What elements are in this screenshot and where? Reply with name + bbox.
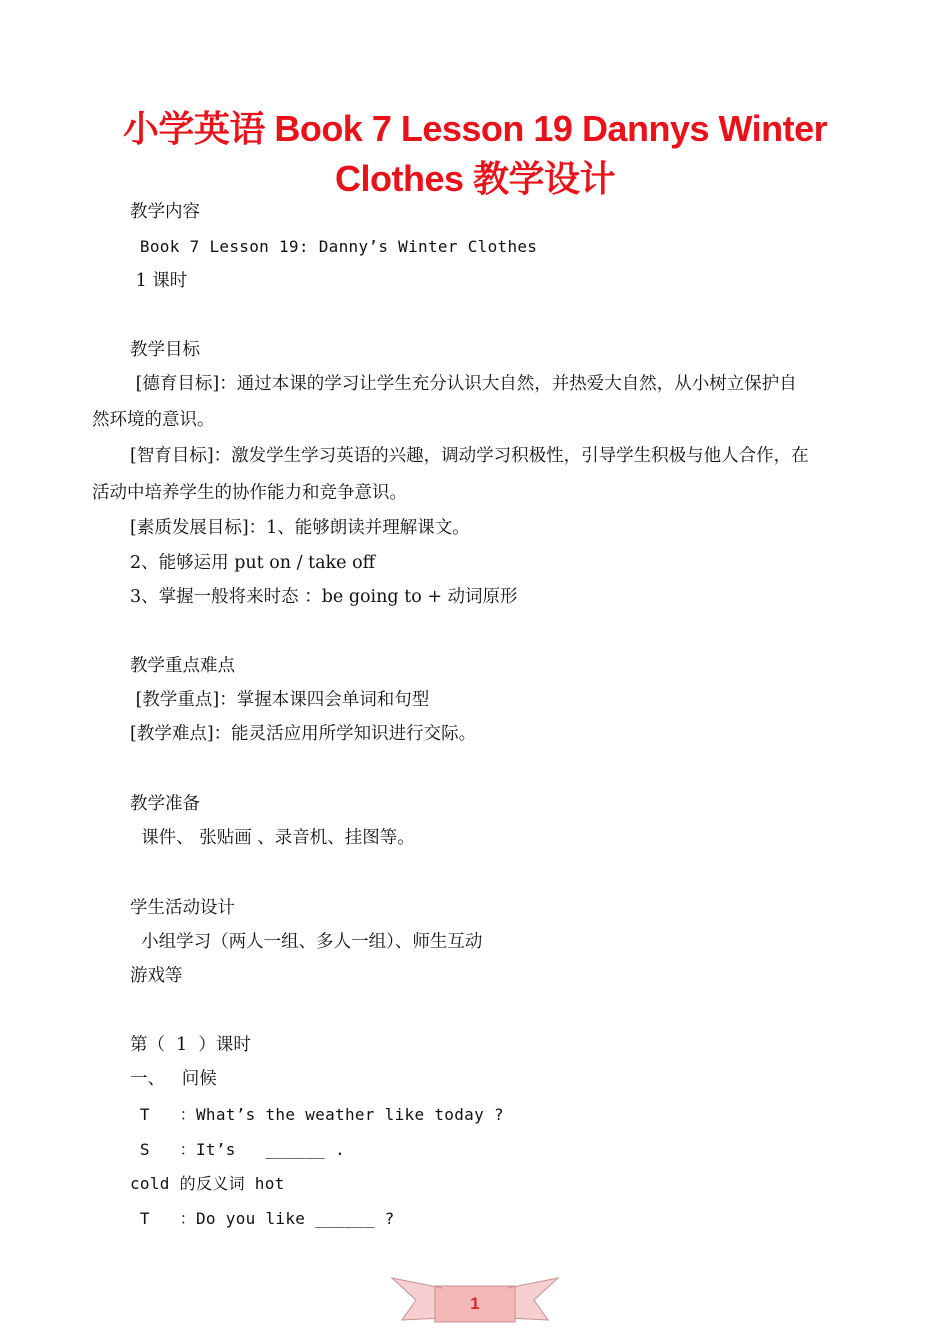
title-line-1: 小学英语 Book 7 Lesson 19 Dannys Winter: [122, 108, 828, 149]
moral-objective-cont: 然环境的意识。: [92, 410, 215, 430]
key-point: [教学重点]：掌握本课四会单词和句型: [130, 690, 430, 710]
objective-item-3: 3、掌握一般将来时态 ：be going to + 动词原形: [130, 587, 518, 607]
heading-content: 教学内容: [130, 202, 200, 222]
heading-preparation: 教学准备: [130, 794, 200, 814]
moral-objective: [德育目标]：通过本课的学习让学生充分认识大自然，并热爱大自然，从小树立保护自: [130, 374, 797, 394]
preparation-items: 课件、 张贴画 、录音机、挂图等。: [130, 828, 415, 848]
dialog-student-1: S ：It’s ______ .: [130, 1140, 345, 1159]
step-greeting: 一、 问候: [130, 1069, 217, 1089]
lesson-name: Book 7 Lesson 19: Danny’s Winter Clothes: [130, 237, 538, 256]
dialog-teacher-2: T ：Do you like ______ ?: [130, 1209, 395, 1228]
activity-groups: 小组学习（两人一组、多人一组）、师生互动: [130, 932, 483, 952]
period-heading: 第（ 1 ）课时: [130, 1035, 251, 1055]
objective-item-2: 2、能够运用 put on / take off: [130, 553, 376, 573]
dialog-teacher-1: T ：What’s the weather like today ?: [130, 1105, 504, 1124]
activity-games: 游戏等: [130, 966, 183, 986]
heading-objectives: 教学目标: [130, 340, 200, 360]
document-title: [60, 104, 890, 204]
difficult-point: [教学难点]：能灵活应用所学知识进行交际。: [130, 724, 477, 744]
title-line-2: Clothes 教学设计: [334, 158, 615, 199]
intellectual-objective: [智育目标]：激发学生学习英语的兴趣，调动学习积极性，引导学生积极与他人合作，在: [130, 446, 809, 466]
antonym-note: cold 的反义词 hot: [130, 1174, 285, 1193]
period-count: 1 课时: [130, 271, 188, 291]
page-number: 1: [470, 1294, 480, 1313]
page-number-ribbon: [390, 1270, 560, 1330]
heading-key-points: 教学重点难点: [130, 656, 235, 676]
heading-student-activities: 学生活动设计: [130, 898, 235, 918]
intellectual-objective-cont: 活动中培养学生的协作能力和竞争意识。: [92, 483, 407, 503]
quality-objective: [素质发展目标]：1、能够朗读并理解课文。: [130, 518, 470, 538]
